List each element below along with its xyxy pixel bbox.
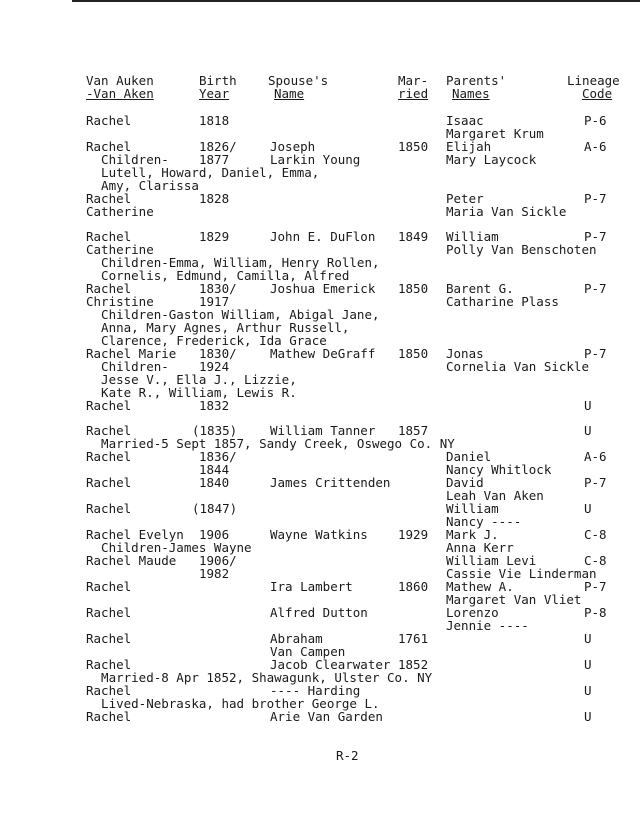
entry-note: Lutell, Howard, Daniel, Emma, [86,165,320,180]
entry-note: Children-Gaston William, Abigal Jane, [86,307,380,322]
cell-code: P-7 [584,346,607,361]
cell-birth: 1828 [199,191,230,206]
cell-parents: Polly Van Benschoten [446,242,597,257]
cell-married: 1761 [398,631,429,646]
cell-name: Catherine [86,242,154,257]
cell-parents: Jennie ---- [446,618,529,633]
cell-name: Rachel Marie [86,346,177,361]
cell-name: Children-James Wayne [86,540,252,555]
header-lineage-1: Lineage [567,73,620,88]
cell-spouse: Van Campen [270,644,346,659]
header-parents-2: Names [452,86,490,101]
cell-parents: Anna Kerr [446,540,514,555]
cell-name: Rachel [86,281,132,296]
cell-name: Rachel [86,605,132,620]
cell-parents: Mark J. [446,527,499,542]
cell-birth: 1826/ [199,139,237,154]
header-birth-2: Year [199,86,230,101]
cell-birth: (1835) [192,423,238,438]
entry-note: Jesse V., Ella J., Lizzie, [86,372,297,387]
cell-spouse: William Tanner [270,423,376,438]
entry-note: Cornelis, Edmund, Camilla, Alfred [86,268,350,283]
cell-name: Rachel [86,501,132,516]
cell-name: Children- [86,152,169,167]
cell-parents: Isaac [446,113,484,128]
cell-name: Catherine [86,204,154,219]
cell-code: A-6 [584,449,607,464]
cell-name: Rachel [86,475,132,490]
cell-name: Rachel [86,423,132,438]
cell-name: Rachel [86,139,132,154]
cell-birth: 1917 [199,294,230,309]
cell-spouse: Alfred Dutton [270,605,368,620]
cell-parents: Barent G. [446,281,514,296]
cell-birth: 1832 [199,398,230,413]
cell-parents: Jonas [446,346,484,361]
cell-spouse: Joseph [270,139,316,154]
cell-code: U [584,631,592,646]
cell-birth: 1818 [199,113,230,128]
cell-name: Rachel [86,113,132,128]
header-name-1: Van Auken [86,73,154,88]
cell-birth: 1830/ [199,281,237,296]
cell-spouse: Wayne Watkins [270,527,368,542]
cell-code: P-7 [584,475,607,490]
cell-parents: Nancy ---- [446,514,522,529]
cell-code: P-7 [584,229,607,244]
cell-spouse: Larkin Young [270,152,361,167]
header-married-2: ried [398,86,429,101]
cell-code: P-8 [584,605,607,620]
cell-name: Rachel [86,398,132,413]
cell-married: 1860 [398,579,429,594]
cell-code: P-7 [584,191,607,206]
cell-parents: Catharine Plass [446,294,559,309]
cell-spouse: Mathew DeGraff [270,346,376,361]
cell-code: U [584,423,592,438]
entry-note: Lived-Nebraska, had brother George L. [86,696,380,711]
top-rule [72,0,640,2]
cell-birth: 1906/ [199,553,237,568]
cell-parents: Mathew A. [446,579,514,594]
cell-spouse: John E. DuFlon [270,229,376,244]
cell-birth: 1924 [199,359,230,374]
cell-name: Children- [86,359,169,374]
header-spouse-2: Name [274,86,305,101]
header-spouse-1: Spouse's [268,73,329,88]
cell-code: P-6 [584,113,607,128]
cell-name: Rachel [86,657,132,672]
cell-spouse: Jacob Clearwater [270,657,391,672]
cell-spouse: Joshua Emerick [270,281,376,296]
cell-name: Rachel [86,191,132,206]
cell-spouse: Ira Lambert [270,579,353,594]
cell-birth: 1982 [199,566,230,581]
cell-name: Rachel Evelyn [86,527,184,542]
entry-note: Kate R., William, Lewis R. [86,385,297,400]
cell-name: Rachel [86,631,132,646]
cell-birth: 1830/ [199,346,237,361]
cell-spouse: James Crittenden [270,475,391,490]
cell-spouse: Arie Van Garden [270,709,383,724]
cell-code: U [584,657,592,672]
cell-parents: Nancy Whitlock [446,462,552,477]
entry-note: Anna, Mary Agnes, Arthur Russell, [86,320,350,335]
cell-married: 1850 [398,346,429,361]
cell-parents: David [446,475,484,490]
entry-note: Children-Emma, William, Henry Rollen, [86,255,380,270]
header-name-2: -Van Aken [86,86,154,101]
cell-parents: Elijah [446,139,492,154]
cell-birth: 1829 [199,229,230,244]
cell-parents: William [446,501,499,516]
cell-birth: (1847) [192,501,238,516]
cell-code: U [584,501,592,516]
cell-parents: Mary Laycock [446,152,537,167]
cell-birth: 1844 [199,462,230,477]
cell-birth: 1877 [199,152,230,167]
cell-name: Christine [86,294,154,309]
cell-married: 1852 [398,657,429,672]
cell-parents: Maria Van Sickle [446,204,567,219]
cell-birth: 1836/ [199,449,237,464]
cell-parents: Daniel [446,449,492,464]
cell-name: Rachel [86,449,132,464]
entry-note: Married-5 Sept 1857, Sandy Creek, Oswego Co. NY [86,436,455,451]
entry-note: Married-8 Apr 1852, Shawagunk, Ulster Co. NY [86,670,433,685]
cell-spouse: ---- Harding [270,683,361,698]
cell-code: A-6 [584,139,607,154]
header-parents-1: Parents' [446,73,507,88]
cell-code: U [584,398,592,413]
cell-parents: William Levi [446,553,537,568]
cell-birth: 1840 [199,475,230,490]
header-married-1: Mar- [398,73,429,88]
cell-name: Rachel [86,579,132,594]
page-number: R-2 [336,748,359,763]
cell-name: Rachel Maude [86,553,177,568]
cell-code: C-8 [584,527,607,542]
cell-parents: Margaret Krum [446,126,544,141]
cell-name: Rachel [86,683,132,698]
cell-spouse: Abraham [270,631,323,646]
cell-code: P-7 [584,281,607,296]
cell-parents: Leah Van Aken [446,488,544,503]
cell-code: C-8 [584,553,607,568]
cell-married: 1850 [398,139,429,154]
cell-parents: Lorenzo [446,605,499,620]
cell-birth: 1906 [199,527,230,542]
cell-married: 1929 [398,527,429,542]
cell-married: 1857 [398,423,429,438]
cell-code: U [584,683,592,698]
header-birth-1: Birth [199,73,237,88]
entry-note: Amy, Clarissa [86,178,199,193]
cell-parents: Margaret Van Vliet [446,592,582,607]
cell-name: Rachel [86,709,132,724]
cell-parents: Cornelia Van Sickle [446,359,589,374]
cell-parents: Cassie Vie Linderman [446,566,597,581]
cell-parents: William [446,229,499,244]
cell-married: 1850 [398,281,429,296]
cell-name: Rachel [86,229,132,244]
cell-code: U [584,709,592,724]
entry-note: Clarence, Frederick, Ida Grace [86,333,327,348]
cell-parents: Peter [446,191,484,206]
cell-married: 1849 [398,229,429,244]
cell-code: P-7 [584,579,607,594]
header-lineage-2: Code [582,86,613,101]
